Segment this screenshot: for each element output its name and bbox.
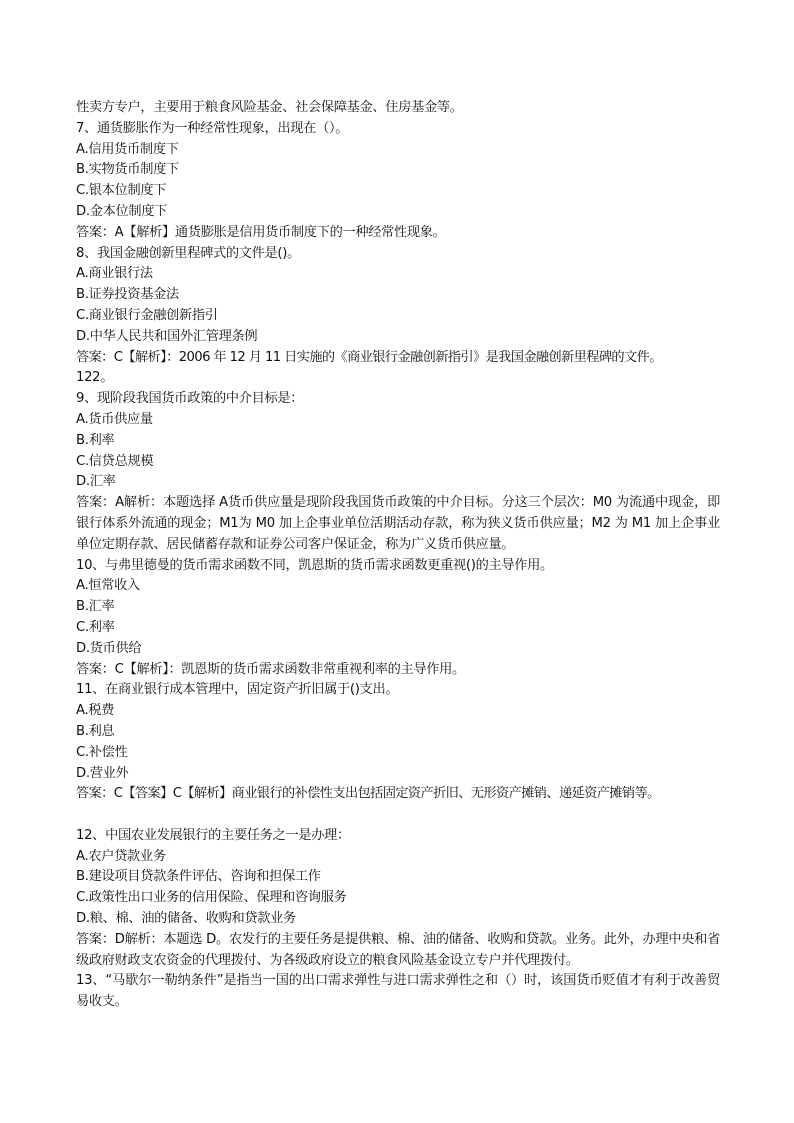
option-c: C.政策性出口业务的信用保险、保理和咨询服务 — [76, 890, 347, 906]
option-b: B.证券投资基金法 — [76, 287, 179, 303]
option-a: A.商业银行法 — [76, 266, 153, 282]
question-7 — [76, 119, 720, 244]
question-11 — [76, 680, 720, 805]
answer-text: 答案：C【答案】C【解析】商业银行的补偿性支出包括固定资产折旧、无形资产摊销、递延资产摊销等。 — [76, 786, 660, 802]
question-stem: 8、我国金融创新里程碑式的文件是()。 — [76, 245, 300, 261]
option-a: A.税费 — [76, 703, 115, 719]
option-c: C.利率 — [76, 619, 115, 635]
answer-text: 答案：D解析：本题选 D。农发行的主要任务是提供粮、棉、油的储备、收购和贷款。业务。此外，办理中央和省级政府财政支农资金的代理拨付、为各级政府设立的粮食风险基金设立专户并代理拨付。 — [76, 931, 720, 968]
answer-extra: 122。 — [76, 370, 114, 386]
option-a: A.信用货币制度下 — [76, 141, 179, 157]
option-c: C.补偿性 — [76, 744, 128, 760]
option-d: D.金本位制度下 — [76, 203, 168, 219]
option-d: D.汇率 — [76, 474, 116, 490]
answer-text: 答案：A解析：本题选择 A货币供应量是现阶段我国货币政策的中介目标。分这三个层次：M0 为流通中现金，即银行体系外流通的现金；M1为 M0 加上企事业单位活期活动存款，称为狭义货币供应量；M2 为 M1 加上企事业单位定期存款、居民储蓄存款和证券公司客户保证金，称为广义货币供应量。 — [76, 495, 720, 552]
question-9 — [76, 389, 720, 555]
option-c: C.银本位制度下 — [76, 183, 167, 199]
option-d: D.粮、棉、油的储备、收购和贷款业务 — [76, 911, 296, 927]
document-page — [76, 98, 720, 1013]
question-stem: 10、与弗里德曼的货币需求函数不同，凯恩斯的货币需求函数更重视()的主导作用。 — [76, 557, 553, 573]
option-b: B.实物货币制度下 — [76, 162, 179, 178]
intro-text: 性卖方专户，主要用于粮食风险基金、社会保障基金、住房基金等。 — [76, 100, 463, 115]
option-a: A.货币供应量 — [76, 411, 153, 427]
question-stem: 13、“马歇尔一勒纳条件”是指当一国的出口需求弹性与进口需求弹性之和（）时，该国货币贬值才有利于改善贸易收支。 — [76, 973, 720, 1010]
option-c: C.商业银行金融创新指引 — [76, 307, 218, 323]
question-10 — [76, 556, 720, 681]
option-b: B.利息 — [76, 723, 115, 739]
option-d: D.货币供给 — [76, 640, 142, 656]
answer-text: 答案：C【解析】：2006 年 12 月 11 日实施的《商业银行金融创新指引》是我国金融创新里程碑的文件。 — [76, 349, 662, 365]
option-b: B.汇率 — [76, 599, 115, 615]
question-13 — [76, 971, 720, 1013]
question-stem: 9、现阶段我国货币政策的中介目标是： — [76, 391, 304, 407]
question-12 — [76, 826, 720, 972]
option-a: A.农户贷款业务 — [76, 848, 166, 864]
blank-line — [76, 805, 720, 826]
question-8 — [76, 244, 720, 390]
question-stem: 12、中国农业发展银行的主要任务之一是办理： — [76, 827, 350, 843]
option-a: A.恒常收入 — [76, 578, 140, 594]
question-stem: 7、通货膨胀作为一种经常性现象，出现在（）。 — [76, 120, 349, 136]
option-c: C.信贷总规模 — [76, 453, 154, 469]
question-stem: 11、在商业银行成本管理中，固定资产折旧属于()支出。 — [76, 682, 399, 698]
option-d: D.营业外 — [76, 765, 129, 781]
answer-text: 答案：A【解析】通货膨胀是信用货币制度下的一种经常性现象。 — [76, 224, 446, 240]
option-d: D.中华人民共和国外汇管理条例 — [76, 328, 258, 344]
option-b: B.建设项目贷款条件评估、咨询和担保工作 — [76, 869, 321, 885]
option-b: B.利率 — [76, 432, 115, 448]
answer-text: 答案：C【解析】：凯恩斯的货币需求函数非常重视利率的主导作用。 — [76, 661, 465, 677]
